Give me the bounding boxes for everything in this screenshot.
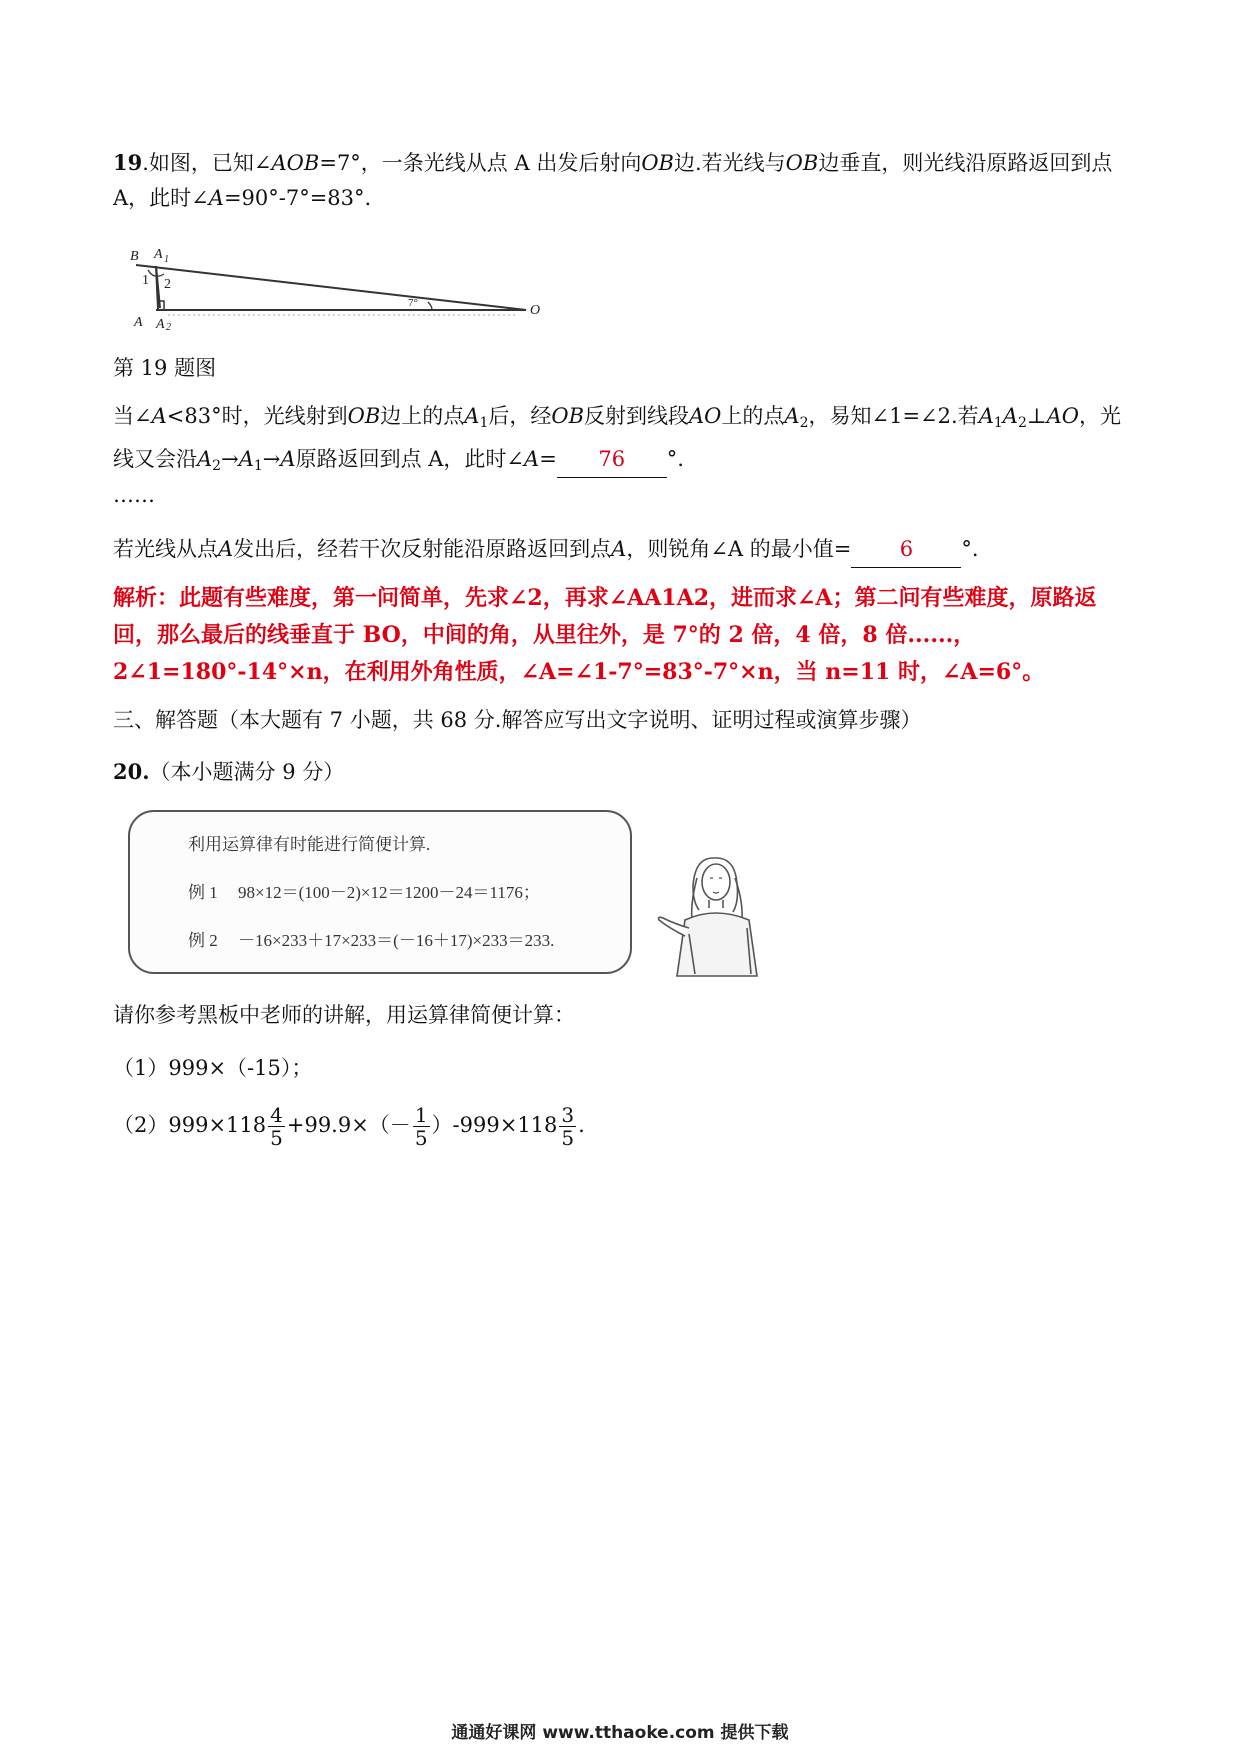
board-example-1: 例 1 98×12＝(100－2)×12＝1200－24＝1176； <box>188 883 540 902</box>
q19-part1: 当∠A<83°时，光线射到OB边上的点$A_1$后，经OB反射到线段AO上的点$A_2$，易知∠1=∠2.若$A_1A_2\perp AO$，光线又会沿$A_2\to A_1\to A$原路返回到点 A，此时∠A= 76 °. <box>113 398 1123 484</box>
q20-item-1: （1）999×（-15）； <box>113 1056 313 1080</box>
figure-caption: 第 19 题图 <box>113 356 217 380</box>
label-angle-1: 1 <box>142 273 149 288</box>
label-angle-7: 7° <box>408 297 418 309</box>
q20-item-2: （2）999×118 $\frac{4}{5}$ +99.9×（－ $\frac{1}{5}$ ）-999×118 $\frac{3}{5}$ . <box>113 1103 585 1150</box>
q20-score: （本小题满分 9 分） <box>149 760 345 784</box>
label-b: B <box>130 249 139 264</box>
label-a2-sub: 2 <box>166 322 171 330</box>
label-angle-2: 2 <box>164 277 171 292</box>
q19-number: 19 <box>113 150 143 175</box>
fraction-1-5: $\frac{1}{5}$ <box>414 1103 428 1150</box>
q19-part2: 若光线从点A发出后，经若干次反射能沿原路返回到点A，则锐角∠A 的最小值= 6 °. <box>113 532 1123 568</box>
angle-arc-o <box>428 302 432 310</box>
answer-blank-2: 6 <box>851 532 961 568</box>
ray-ob <box>136 265 526 310</box>
q20-number: 20. <box>113 759 150 784</box>
fraction-3-5: $\frac{3}{5}$ <box>561 1103 575 1150</box>
q20-instruction: 请你参考黑板中老师的讲解，用运算律简便计算： <box>113 1003 575 1027</box>
teacher-illustration <box>655 838 785 978</box>
segment-a1-a2 <box>156 266 158 309</box>
ellipsis: …… <box>113 483 155 507</box>
label-o: O <box>530 303 541 318</box>
q19-figure <box>128 240 548 330</box>
answer-blank-1: 76 <box>557 441 667 478</box>
label-a1-sub: 1 <box>164 254 169 265</box>
fraction-4-5: $\frac{4}{5}$ <box>270 1103 283 1150</box>
q19-intro: 19.如图，已知∠AOB=7°，一条光线从点 A 出发后射向OB边.若光线与OB边垂直，则光线沿原路返回到点 A，此时∠A=90°-7°=83°. <box>113 150 1113 210</box>
label-a: A <box>134 315 143 330</box>
blackboard-box <box>128 810 632 974</box>
section-3-heading: 三、解答题（本大题有 7 小题，共 68 分.解答应写出文字说明、证明过程或演算步骤） <box>113 708 922 732</box>
label-a2: A <box>156 317 165 330</box>
board-title: 利用运算律有时能进行简便计算. <box>188 835 431 854</box>
analysis-text: 解析：此题有些难度，第一问简单，先求∠2，再求∠AA1A2，进而求∠A；第二问有些难度，原路返回，那么最后的线垂直于 BO，中间的角，从里往外，是 7°的 2 倍，4 倍，8 倍......，2∠1=180°-14°×n，在利用外角性质，∠A=∠1-7°=83°-7°×n，当 n=11 时，∠A=6°。 <box>113 585 1097 685</box>
board-example-2: 例 2 －16×233＋17×233＝(－16＋17)×233＝233. <box>188 931 555 950</box>
q20-heading <box>113 754 1123 790</box>
page-footer: 通通好课网 www.tthaoke.com 提供下载 <box>451 1723 789 1743</box>
label-a1: A <box>154 247 163 262</box>
